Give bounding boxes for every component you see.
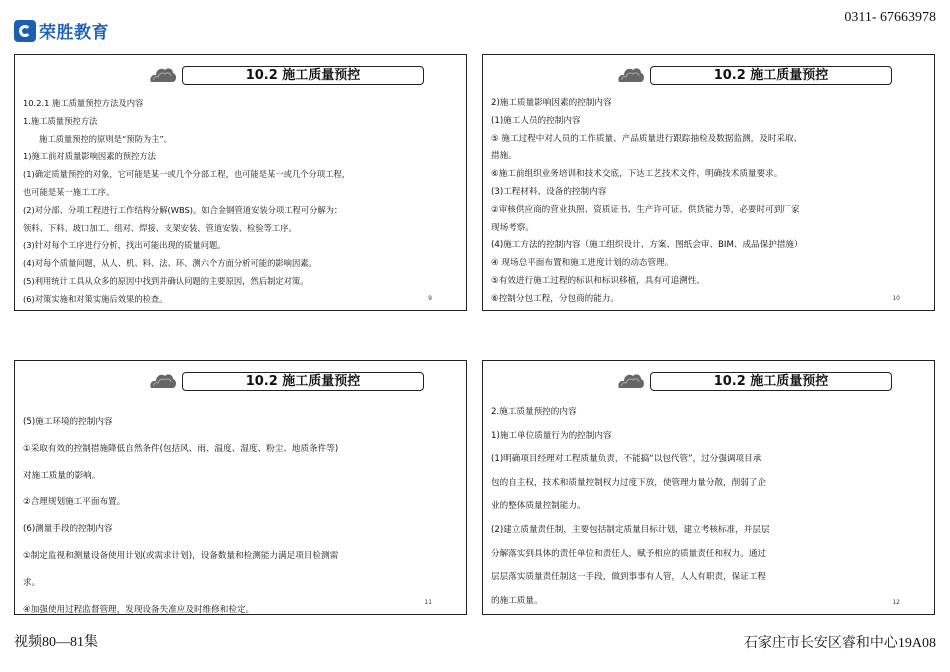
text-line: (5)施工环境的控制内容 [23, 417, 113, 427]
page-number: 12 [892, 599, 900, 606]
text-line: 求。 [23, 577, 41, 588]
slide-header [483, 367, 934, 395]
slide-header [483, 61, 934, 89]
text-line: 1)施工单位质量行为的控制内容 [491, 430, 612, 441]
footer-video-label: 视频80—81集 [14, 635, 98, 650]
page-number: 9 [428, 295, 432, 302]
brand-icon [14, 20, 36, 42]
text-line: 领料、下料、坡口加工、组对、焊接、支架安装、管道安装、检验等工序。 [23, 222, 297, 233]
text-line: ⑤有效进行施工过程的标识和标识移植，具有可追溯性。 [491, 275, 705, 286]
slide-title: 10.2 施工质量预控 [650, 66, 892, 85]
text-line: (6)对策实施和对策实施后效果的检查。 [23, 293, 168, 304]
slide-11 [14, 360, 467, 615]
text-line: 分解落实到具体的责任单位和责任人，赋予相应的质量责任和权力。通过 [491, 548, 767, 559]
text-line: 层层落实质量责任制这一手段，做到事事有人管，人人有职责，保证工程 [491, 572, 767, 583]
text-line: (5)利用统计工具从众多的原因中找到并确认问题的主要原因，然后制定对策。 [23, 275, 309, 286]
phone-number: 0311- 67663978 [844, 10, 936, 25]
text-line: (3)针对每个工序进行分析，找出可能出现的质量问题。 [23, 240, 226, 251]
text-line: 也可能是某一施工工序。 [23, 186, 115, 197]
text-line: ①制定监视和测量设备使用计划(或需求计划)，设备数量和检测能力满足项目检测需 [23, 550, 339, 561]
text-line: (1)确定质量预控的对象，它可能是某一或几个分部工程，也可能是某一或几个分项工程， [23, 169, 351, 180]
text-line: (3)工程材料、设备的控制内容 [491, 186, 607, 197]
slide-body [23, 409, 458, 623]
text-line: (2)对分部、分项工程进行工作结构分解(WBS)。如合金钢管道安装分项工程可分解为： [23, 204, 343, 215]
slide-header [15, 367, 466, 395]
slide-title: 10.2 施工质量预控 [182, 66, 424, 85]
text-line: ②审核供应商的营业执照、资质证书、生产许可证、供货能力等，必要时可到厂家 [491, 204, 800, 215]
text-line: 2)施工质量影响因素的控制内容 [491, 98, 612, 108]
text-line: 现场考察。 [491, 222, 534, 233]
text-line: 业的整体质量控制能力。 [491, 501, 586, 512]
slide-title: 10.2 施工质量预控 [182, 372, 424, 391]
text-line: ①采取有效的控制措施降低自然条件(包括风、雨、温度、湿度、粉尘、地质条件等) [23, 443, 339, 454]
text-line: ⑥控制分包工程，分包商的能力。 [491, 293, 620, 304]
text-line: ⑥施工前组织业务培训和技术交底，下达工艺技术文件，明确技术质量要求。 [491, 169, 783, 180]
slide-9 [14, 54, 467, 311]
slide-body [491, 95, 926, 309]
slide-12 [482, 360, 935, 615]
text-line: 对施工质量的影响。 [23, 470, 101, 481]
text-line: 2.施工质量预控的内容 [491, 407, 577, 417]
cloud-icon [616, 370, 646, 392]
text-line: 措施。 [491, 151, 517, 162]
page-number: 11 [424, 599, 432, 606]
text-line: ④加强使用过程监督管理，发现设备失准应及时维修和检定。 [23, 604, 255, 615]
cloud-icon [148, 64, 178, 86]
slide-body [491, 401, 926, 613]
text-line: (6)测量手段的控制内容 [23, 524, 113, 535]
text-line: (4)施工方法的控制内容（施工组织设计、方案、图纸会审、BIM、成品保护措施） [491, 240, 803, 251]
slide-title: 10.2 施工质量预控 [650, 372, 892, 391]
text-line: (1)施工人员的控制内容 [491, 115, 581, 126]
brand-logo [14, 18, 109, 43]
text-line: (2)建立质量责任制，主要包括制定质量目标计划，建立考核标准，并层层 [491, 524, 770, 535]
text-line: 1)施工前对质量影响因素的预控方法 [23, 151, 156, 162]
footer-address: 石家庄市长安区睿和中心19A08 [743, 636, 936, 651]
cloud-icon [148, 370, 178, 392]
slide-header [15, 61, 466, 89]
cloud-icon [616, 64, 646, 86]
brand-name: 荣胜教育 [39, 23, 109, 43]
text-line: 施工质量预控的原则是“预防为主”。 [39, 133, 173, 144]
slide-body [23, 95, 458, 309]
text-line: (4)对每个质量问题，从人、机、料、法、环、测六个方面分析可能的影响因素。 [23, 258, 317, 269]
text-line: 包的自主权，技术和质量控制权力过度下放，使管理力量分散，削弱了企 [491, 477, 767, 488]
text-line: 1.施工质量预控方法 [23, 115, 98, 126]
text-line: ⑤ 施工过程中对人员的工作质量、产品质量进行跟踪抽检及数据监测，及时采取、 [491, 133, 803, 144]
slide-10 [482, 54, 935, 311]
text-line: 10.2.1 施工质量预控方法及内容 [23, 98, 144, 108]
text-line: (1)明确项目经理对工程质量负责，不能搞“以包代管”，过分强调项目承 [491, 454, 762, 465]
text-line: 的施工质量。 [491, 595, 543, 606]
page-number: 10 [892, 295, 900, 302]
text-line: ④ 现场总平面布置和施工进度计划的动态管理。 [491, 258, 674, 269]
text-line: ②合理规划施工平面布置。 [23, 497, 126, 508]
